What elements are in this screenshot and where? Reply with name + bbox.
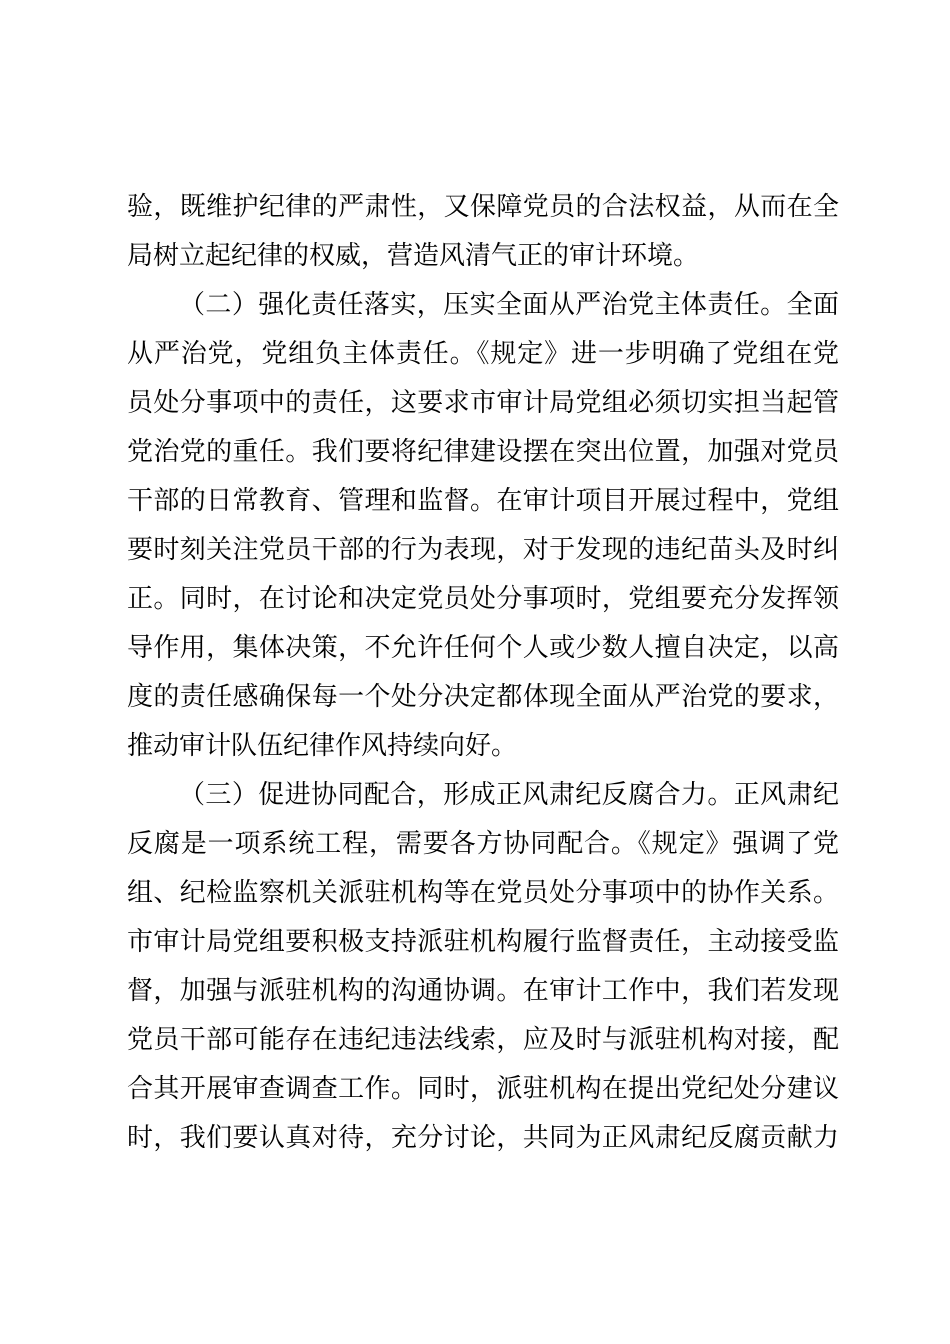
section-heading-line: （二）强化责任落实，压实全面从严治党主体责任。全面 bbox=[179, 290, 839, 320]
text-line: 导作用，集体决策，不允许任何个人或少数人擅自决定，以高 bbox=[127, 633, 839, 663]
section-heading-line: （三）促进协同配合，形成正风肃纪反腐合力。正风肃纪 bbox=[179, 780, 839, 810]
text-line: 员处分事项中的责任，这要求市审计局党组必须切实担当起管 bbox=[127, 388, 839, 418]
text-line: 反腐是一项系统工程，需要各方协同配合。《规定》强调了党 bbox=[127, 829, 839, 859]
text-line: 推动审计队伍纪律作风持续向好。 bbox=[127, 731, 518, 761]
text-line: 市审计局党组要积极支持派驻机构履行监督责任，主动接受监 bbox=[127, 927, 839, 957]
text-line: 党治党的重任。我们要将纪律建设摆在突出位置，加强对党员 bbox=[127, 437, 839, 467]
text-line: 合其开展审查调查工作。同时，派驻机构在提出党纪处分建议 bbox=[127, 1074, 839, 1104]
text-line: 组、纪检监察机关派驻机构等在党员处分事项中的协作关系。 bbox=[127, 878, 839, 908]
text-line: 从严治党，党组负主体责任。《规定》进一步明确了党组在党 bbox=[127, 339, 839, 369]
text-line: 时，我们要认真对待，充分讨论，共同为正风肃纪反腐贡献力 bbox=[127, 1123, 839, 1153]
text-line: 局树立起纪律的权威，营造风清气正的审计环境。 bbox=[127, 241, 700, 271]
text-line: 干部的日常教育、管理和监督。在审计项目开展过程中，党组 bbox=[127, 486, 839, 516]
body-text bbox=[127, 183, 839, 1163]
text-line: 验，既维护纪律的严肃性，又保障党员的合法权益，从而在全 bbox=[127, 192, 839, 222]
text-line: 正。同时，在讨论和决定党员处分事项时，党组要充分发挥领 bbox=[127, 584, 839, 614]
text-line: 督，加强与派驻机构的沟通协调。在审计工作中，我们若发现 bbox=[127, 976, 839, 1006]
text-line: 要时刻关注党员干部的行为表现，对于发现的违纪苗头及时纠 bbox=[127, 535, 839, 565]
text-line: 度的责任感确保每一个处分决定都体现全面从严治党的要求， bbox=[127, 682, 839, 712]
text-line: 党员干部可能存在违纪违法线索，应及时与派驻机构对接，配 bbox=[127, 1025, 839, 1055]
